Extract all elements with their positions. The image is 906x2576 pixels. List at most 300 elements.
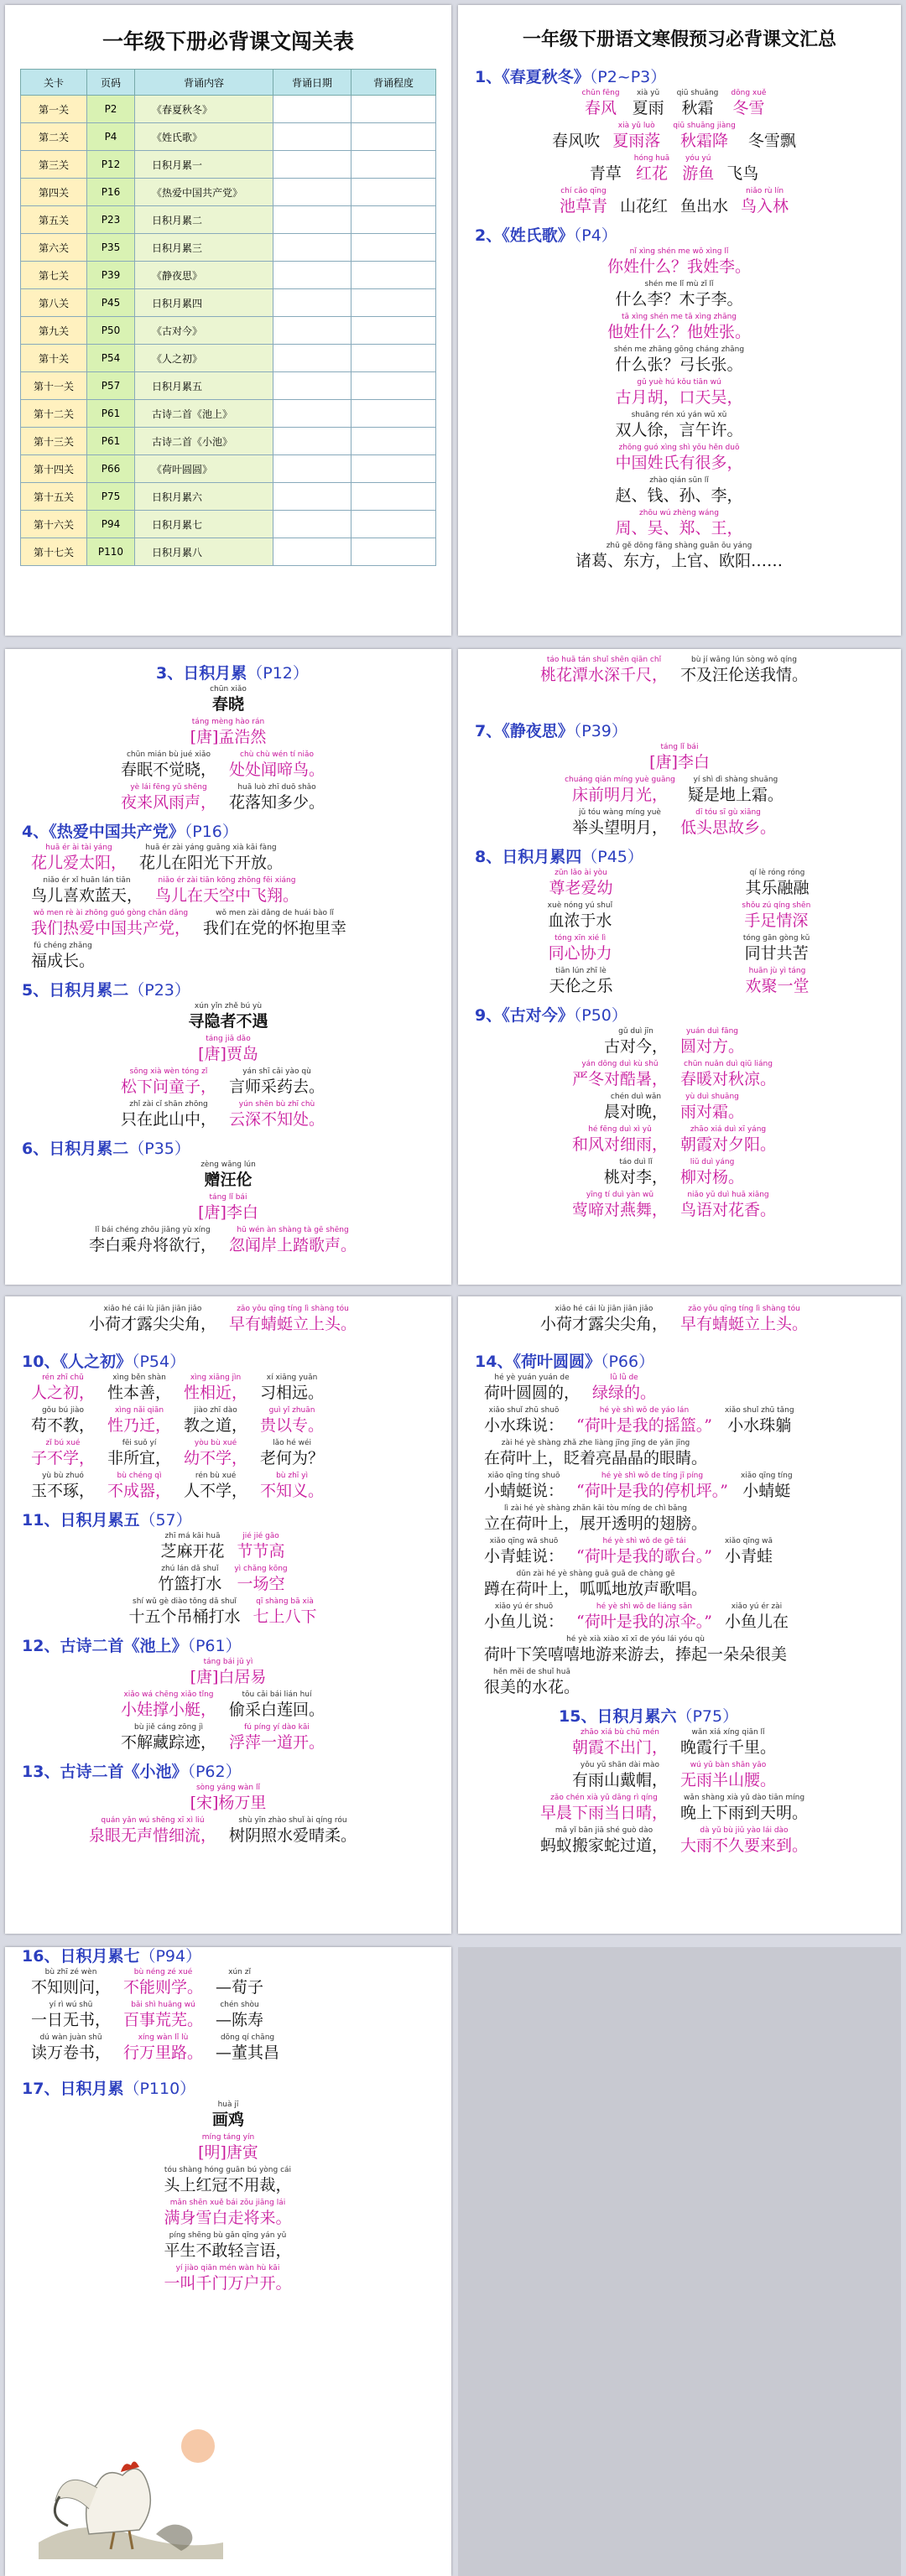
page-cell: P57	[87, 372, 135, 400]
text-line	[5, 876, 451, 906]
ruby-phrase	[31, 876, 143, 906]
hanzi: 满身雪白走将来。	[164, 2209, 292, 2227]
ruby-phrase	[725, 1406, 794, 1436]
pinyin: xiǎo qīng wā	[724, 1537, 773, 1545]
page-cell: P61	[87, 428, 135, 455]
hanzi: 不知义。	[260, 1482, 325, 1500]
blank-page	[458, 1947, 901, 2576]
section-heading: 4、《热爱中国共产党》（P16）	[22, 823, 238, 841]
date-cell	[273, 123, 351, 151]
ruby-phrase	[552, 122, 600, 151]
hanzi: 我们在党的怀抱里幸	[203, 919, 347, 937]
section-heading: 3、日积月累（P12）	[156, 664, 309, 683]
text-line	[458, 313, 901, 342]
ruby-phrase	[540, 1826, 668, 1856]
ruby-phrase	[184, 1472, 247, 1501]
table-row	[21, 96, 436, 123]
ruby-phrase	[31, 1406, 95, 1436]
pinyin: xíng wàn lǐ lù	[138, 2033, 189, 2042]
table-header-row	[21, 70, 436, 96]
ruby-phrase	[743, 934, 810, 963]
mastery-cell	[351, 206, 436, 234]
hanzi: 性乃迁，	[107, 1416, 172, 1435]
poem-author: [宋]杨万里	[190, 1794, 267, 1812]
text-line	[458, 280, 901, 309]
header-level-mastery: 背诵程度	[351, 70, 436, 96]
hanzi: 贵以专。	[260, 1416, 325, 1435]
mastery-cell	[351, 400, 436, 428]
hanzi: 小荷才露尖尖角，	[539, 1315, 668, 1333]
pinyin: shén me lǐ mù zǐ lǐ	[644, 280, 714, 288]
table-row	[21, 455, 436, 483]
date-cell	[273, 400, 351, 428]
page-cell: P23	[87, 206, 135, 234]
ruby-phrase	[540, 1794, 668, 1823]
level-cell: 第一关	[21, 96, 87, 123]
hanzi: 玉不琢，	[31, 1482, 96, 1500]
ruby-phrase	[614, 345, 744, 375]
ruby-phrase	[549, 967, 612, 996]
hanzi: 双人徐，言午许。	[615, 421, 743, 439]
ruby-phrase	[680, 1060, 776, 1089]
level-cell: 第十六关	[21, 511, 87, 538]
hanzi: 无雨半山腰。	[680, 1771, 777, 1789]
hanzi: 性相近，	[184, 1384, 248, 1402]
ruby-phrase	[680, 1826, 808, 1856]
poem-author: [唐]李白	[649, 753, 710, 771]
section-heading: 8、日积月累四（P45）	[475, 848, 643, 866]
hanzi: 诸葛、东方，上官、欧阳……	[575, 552, 783, 570]
pinyin: lì zài hé yè shàng zhǎn kāi tòu míng de chì bǎng	[504, 1504, 687, 1513]
section-heading: 9、《古对今》（P50）	[475, 1006, 627, 1025]
hanzi: 不成器，	[107, 1482, 172, 1500]
content-cell: 日积月累二	[135, 206, 273, 234]
ruby-phrase	[160, 1532, 224, 1561]
text-line	[458, 89, 901, 118]
text-line	[458, 901, 901, 931]
pinyin: yù bù zhuó	[42, 1472, 84, 1480]
ruby-phrase	[203, 909, 346, 938]
pinyin: yǒu yǔ shān dài mào	[580, 1761, 660, 1769]
hanzi: 柳对杨。	[680, 1168, 745, 1187]
hanzi: 大雨不久要来到。	[680, 1836, 809, 1855]
ruby-phrase	[234, 1565, 287, 1594]
text-line	[5, 2264, 451, 2293]
text-line	[5, 844, 451, 873]
pinyin: táo duì lǐ	[619, 1158, 653, 1166]
text-line	[458, 1635, 901, 1665]
poem-title: 春晓	[211, 695, 244, 714]
content-cell: 日积月累四	[135, 289, 273, 317]
date-cell	[273, 289, 351, 317]
text-line	[458, 1537, 901, 1566]
date-cell	[273, 206, 351, 234]
pinyin: chuáng qián míng yuè guāng	[565, 776, 675, 784]
ruby-phrase	[107, 1406, 171, 1436]
ruby-phrase	[229, 1100, 325, 1130]
poem-title: 赠汪伦	[204, 1171, 253, 1189]
pinyin: xià yǔ	[636, 89, 660, 97]
pinyin: rén bù xué	[195, 1472, 237, 1480]
pinyin: quán yǎn wú shēng xī xì liú	[101, 1816, 205, 1825]
pinyin: niǎo ér zài tiān kōng zhōng fēi xiáng	[158, 876, 296, 885]
hanzi: 严冬对酷暑，	[571, 1070, 668, 1088]
table-row	[21, 206, 436, 234]
pinyin: jié jié gāo	[242, 1532, 279, 1540]
pinyin: shén me zhāng gōng cháng zhāng	[613, 345, 745, 354]
ruby-phrase	[680, 1305, 808, 1334]
ruby-phrase	[540, 656, 668, 685]
hanzi: 秋霜	[681, 99, 714, 117]
pinyin: gǒu bú jiào	[41, 1406, 85, 1415]
hanzi: 头上红冠不用裁，	[164, 2176, 292, 2194]
pinyin: yè lái fēng yǔ shēng	[130, 783, 207, 792]
content-cell: 古诗二首《池上》	[135, 400, 273, 428]
pinyin: tōu cǎi bái lián huí	[242, 1690, 312, 1699]
ruby-phrase	[680, 1093, 744, 1122]
pinyin: xuè nóng yú shuǐ	[547, 901, 613, 910]
text-line	[458, 1093, 901, 1122]
section-heading: 7、《静夜思》（P39）	[475, 722, 627, 740]
ruby-phrase	[673, 122, 736, 151]
pinyin: zǐ bú xué	[45, 1439, 81, 1447]
date-cell	[273, 317, 351, 345]
ruby-phrase	[680, 808, 776, 838]
hanzi: 同甘共苦	[744, 944, 809, 963]
hanzi: 低头思故乡。	[680, 818, 777, 837]
pinyin: nǐ xìng shén me wǒ xìng lǐ	[629, 247, 729, 256]
pinyin: xìng běn shàn	[112, 1374, 166, 1382]
mastery-cell	[351, 345, 436, 372]
pinyin: bǎi shì huāng wú	[131, 2001, 195, 2009]
pinyin: bù néng zé xué	[133, 1968, 193, 1976]
pinyin: zūn lǎo ài yòu	[555, 869, 607, 877]
ruby-phrase	[680, 656, 808, 685]
ruby-phrase	[590, 154, 622, 184]
ruby-phrase	[572, 1761, 668, 1790]
level-cell: 第十五关	[21, 483, 87, 511]
ruby-phrase	[484, 1668, 580, 1697]
hanzi: 浮萍一道开。	[229, 1733, 325, 1752]
section-heading: 11、日积月累五（57）	[22, 1511, 192, 1530]
hanzi: 子不学，	[31, 1449, 96, 1467]
content-cell: 日积月累八	[135, 538, 273, 566]
hanzi: 福成长。	[31, 952, 96, 970]
text-line	[458, 1374, 901, 1403]
pinyin: yóu yú	[685, 154, 711, 163]
hanzi: 很美的水花。	[484, 1678, 581, 1696]
table-row	[21, 262, 436, 289]
ruby-phrase	[31, 942, 95, 971]
ruby-phrase	[680, 1027, 744, 1057]
hanzi: 莺啼对燕舞，	[571, 1201, 668, 1219]
hanzi: 床前明月光，	[571, 786, 668, 804]
pinyin: yí jiào qiān mén wàn hù kāi	[175, 2264, 280, 2272]
hanzi: 冬雪	[732, 99, 765, 117]
pinyin: zhāo xiá bù chū mén	[580, 1728, 659, 1737]
ruby-phrase	[216, 1968, 263, 1997]
pinyin: zhú lán dǎ shuǐ	[161, 1565, 219, 1573]
pinyin: hé yè xià xiào xī xī de yóu lái yóu qù	[566, 1635, 705, 1644]
text-line	[458, 1060, 901, 1089]
mastery-cell	[351, 455, 436, 483]
date-cell	[273, 151, 351, 179]
text-line	[458, 1668, 901, 1697]
mastery-cell	[351, 289, 436, 317]
table-row	[21, 538, 436, 566]
pinyin: yòu bù xué	[194, 1439, 237, 1447]
ruby-phrase	[633, 89, 664, 118]
hanzi: 血浓于水	[548, 911, 612, 930]
ruby-phrase	[572, 1060, 668, 1089]
hanzi: 人之初，	[31, 1384, 96, 1402]
date-cell	[273, 511, 351, 538]
ruby-phrase	[31, 844, 127, 873]
ruby-phrase	[121, 750, 216, 780]
summary-page-3: táo huā tán shuǐ shēn qiān chǐ 桃花潭水深千尺， bù jí wāng lún sòng wǒ qíng 不及汪伦送我情。 7、《静夜思》（P39） táng lǐ bái [唐]李白 chuáng qián míng yuè guāng 床前明月光， yí shì dì shàng shuāng 疑是地上霜。 jǔ tóu wàng míng yuè 举头望明月， dī tóu sī gù xiāng 低头思故乡。 8、日积月累四（P45） zūn lǎo ài yòu 尊老爱幼 qí lè róng róng 其乐融融 xuè nóng yú shuǐ 血浓于水 shǒu zú qíng shēn 手足情深 tóng xīn xié lì 同心协力 tóng gān gòng kǔ 同甘共苦 tiān lún zhī lè 天伦之乐 huān jù yì táng 欢聚一堂 9、《古对今》（P50） gǔ duì jīn 古对今， yuán duì fāng 圆对方。 yán dōng duì kù shǔ 严冬对酷暑， chūn nuǎn duì qiū liáng 春暖对秋凉。 chén duì wǎn 晨对晚， yù duì shuāng 雨对霜。 hé fēng duì xì yǔ 和风对细雨， zhāo xiá duì xī yáng 朝霞对夕阳。 táo duì lǐ 桃对李， liǔ duì yáng 柳对杨。 yīng tí duì yàn wǔ 莺啼对燕舞， niǎo yǔ duì huā xiāng 鸟语对花香。	[458, 649, 901, 1285]
ruby-phrase	[677, 89, 719, 118]
hanzi: 七上八下	[253, 1607, 317, 1626]
hanzi: 花儿在阳光下开放。	[139, 854, 284, 872]
header-date: 背诵日期	[273, 70, 351, 96]
hanzi: 红花	[635, 164, 668, 183]
text-line	[5, 1565, 451, 1594]
pinyin: fú píng yí dào kāi	[244, 1723, 310, 1732]
pinyin: chén duì wǎn	[610, 1093, 662, 1101]
ruby-phrase	[164, 2199, 291, 2228]
hanzi: 桃花潭水深千尺，	[539, 666, 668, 684]
hanzi: 泉眼无声惜细流，	[88, 1826, 216, 1845]
pinyin: gǔ yuè hú kǒu tiān wú	[637, 378, 721, 387]
pinyin: fēi suǒ yí	[122, 1439, 157, 1447]
pinyin: yún shēn bù zhī chù	[238, 1100, 315, 1109]
ruby-phrase	[572, 1125, 668, 1155]
ruby-phrase	[680, 187, 728, 216]
hanzi: 鸟儿在天空中飞翔。	[155, 886, 299, 905]
hanzi: 什么张？弓长张。	[615, 356, 743, 374]
hanzi: 夏雨	[632, 99, 664, 117]
pinyin: zhōu wú zhèng wáng	[639, 509, 719, 517]
pinyin: tóng gān gòng kǔ	[742, 934, 810, 943]
ruby-phrase	[680, 1728, 776, 1758]
summary-page-5	[458, 1296, 901, 1934]
hanzi: 我们热爱中国共产党，	[31, 919, 191, 937]
ruby-phrase	[164, 2264, 291, 2293]
ruby-phrase	[260, 1472, 324, 1501]
hanzi: 教之道，	[184, 1416, 248, 1435]
text-line	[5, 1374, 451, 1403]
text-line	[458, 1826, 901, 1856]
content-cell: 日积月累三	[135, 234, 273, 262]
ruby-phrase	[229, 1723, 325, 1753]
level-cell: 第六关	[21, 234, 87, 262]
level-cell: 第三关	[21, 151, 87, 179]
ruby-phrase	[680, 1125, 776, 1155]
hanzi: 晨对晚，	[603, 1103, 668, 1121]
hanzi: 树阴照水爱晴柔。	[229, 1826, 357, 1845]
ruby-phrase	[565, 776, 675, 805]
content-cell: 《姓氏歌》	[135, 123, 273, 151]
hanzi: 不解藏踪迹，	[120, 1733, 216, 1752]
pinyin: yīng tí duì yàn wǔ	[586, 1191, 654, 1199]
pinyin: huān jù yì táng	[748, 967, 806, 975]
pinyin: bù jí wāng lún sòng wǒ qíng	[691, 656, 797, 664]
table-row	[21, 372, 436, 400]
hanzi: 游鱼	[682, 164, 715, 183]
text-line	[458, 187, 901, 216]
hanzi: 同心协力	[548, 944, 612, 963]
hanzi: 言师采药去。	[229, 1078, 325, 1096]
table-row	[21, 289, 436, 317]
ruby-phrase	[560, 187, 607, 216]
page-cell: P12	[87, 151, 135, 179]
ruby-phrase	[688, 776, 784, 805]
hanzi: 手足情深	[744, 911, 809, 930]
pinyin: chí cǎo qīng	[560, 187, 607, 195]
pinyin: tā xìng shén me tā xìng zhāng	[621, 313, 737, 321]
ruby-phrase	[615, 444, 742, 473]
ruby-phrase	[615, 411, 742, 440]
pinyin: jiào zhī dào	[194, 1406, 237, 1415]
pinyin: wǒ men rè ài zhōng guó gòng chǎn dǎng	[33, 909, 189, 917]
pinyin: lǜ lǜ de	[610, 1374, 638, 1382]
content-cell: 《人之初》	[135, 345, 273, 372]
pinyin: zhāo xiá duì xī yáng	[690, 1125, 767, 1134]
text-line	[5, 2033, 451, 2063]
hanzi: 冬雪飘	[747, 132, 796, 150]
date-cell	[273, 428, 351, 455]
pinyin: zhī má kāi huā	[164, 1532, 221, 1540]
pinyin: xiǎo shuǐ zhū shuō	[488, 1406, 560, 1415]
pinyin: dōng xuě	[731, 89, 767, 97]
date-cell	[273, 372, 351, 400]
hanzi: —荀子	[216, 1978, 264, 1997]
pinyin: wú yǔ bàn shān yāo	[690, 1761, 767, 1769]
pinyin: xiǎo qīng tíng shuō	[487, 1472, 560, 1480]
text-line	[458, 542, 901, 571]
page-cell: P4	[87, 123, 135, 151]
hanzi: 一叫千门万户开。	[164, 2274, 292, 2293]
rooster-illustration	[30, 2417, 232, 2559]
pinyin: táo huā tán shuǐ shēn qiān chǐ	[546, 656, 662, 664]
hanzi: 小水珠躺	[727, 1416, 792, 1435]
level-cell: 第十关	[21, 345, 87, 372]
pinyin: xiǎo hé cái lù jiān jiān jiǎo	[555, 1305, 653, 1313]
hanzi: 鸟语对花香。	[680, 1201, 777, 1219]
hanzi: 春风吹	[552, 132, 601, 150]
hanzi: 小水珠说：	[484, 1416, 565, 1435]
pinyin: hóng huā	[633, 154, 670, 163]
header-content: 背诵内容	[135, 70, 273, 96]
text-line	[5, 1305, 451, 1334]
text-line	[5, 909, 451, 938]
ruby-phrase	[484, 1635, 787, 1665]
ruby-phrase	[741, 187, 789, 216]
hanzi: 人不学，	[184, 1482, 248, 1500]
ruby-phrase	[484, 1472, 564, 1501]
pinyin: huā ér zài yáng guāng xià kāi fàng	[145, 844, 277, 852]
hanzi: 苟不教，	[31, 1416, 96, 1435]
poem-author: [明]唐寅	[198, 2143, 258, 2162]
table-title: 一年级下册必背课文闯关表	[102, 29, 354, 54]
hanzi: 花儿爱太阳，	[31, 854, 128, 872]
ruby-phrase	[128, 1597, 240, 1627]
ruby-phrase	[576, 1537, 712, 1566]
ruby-phrase	[123, 2033, 203, 2063]
pinyin: zhōng guó xìng shì yǒu hěn duō	[618, 444, 740, 452]
ruby-phrase	[592, 1374, 656, 1403]
pinyin: wǎn xiá xíng qiān lǐ	[691, 1728, 765, 1737]
text-line	[5, 1100, 451, 1130]
pinyin: yán shī cǎi yào qù	[242, 1067, 311, 1076]
ruby-phrase	[107, 1439, 171, 1468]
pinyin: mǎn shēn xuě bái zǒu jiāng lái	[169, 2199, 286, 2207]
pinyin: zhū gě dōng fāng shàng guān ōu yáng	[606, 542, 752, 550]
ruby-phrase	[484, 1406, 564, 1436]
summary-page-1	[458, 5, 901, 636]
section-heading: 13、古诗二首《小池》（P62）	[22, 1763, 242, 1781]
date-cell	[273, 96, 351, 123]
section-heading: 16、日积月累七（P94）	[22, 1947, 202, 1966]
mastery-cell	[351, 483, 436, 511]
level-cell: 第四关	[21, 179, 87, 206]
pinyin: xìng nǎi qiān	[114, 1406, 164, 1415]
ruby-phrase	[620, 187, 668, 216]
ruby-phrase	[741, 1472, 793, 1501]
pinyin: gǔ duì jīn	[618, 1027, 653, 1036]
pinyin: hé yè shì wǒ de liáng sǎn	[596, 1602, 693, 1611]
pinyin: xiǎo yú ér zài	[731, 1602, 783, 1611]
pinyin: hé yè shì wǒ de yáo lán	[599, 1406, 690, 1415]
hanzi: 李白乘舟将欲行，	[88, 1236, 216, 1254]
level-cell: 第二关	[21, 123, 87, 151]
pinyin: niǎo yǔ duì huā xiāng	[687, 1191, 769, 1199]
ruby-phrase	[607, 247, 751, 277]
text-line	[458, 1504, 901, 1534]
hanzi: 在荷叶上，眨着亮晶晶的眼睛。	[484, 1449, 708, 1467]
pinyin: yí shì dì shàng shuāng	[693, 776, 778, 784]
ruby-phrase	[107, 1472, 171, 1501]
pinyin: zhào qián sūn lǐ	[649, 476, 709, 485]
hanzi: 荷叶圆圆的，	[484, 1384, 581, 1402]
text-line	[458, 1602, 901, 1632]
ruby-phrase	[731, 89, 766, 118]
ruby-phrase	[484, 1504, 707, 1534]
text-line	[458, 808, 901, 838]
ruby-phrase	[748, 122, 796, 151]
pinyin: xí xiāng yuǎn	[266, 1374, 318, 1382]
pinyin: hěn měi de shuǐ huā	[493, 1668, 570, 1676]
ruby-phrase	[725, 1602, 789, 1632]
content-cell: 日积月累六	[135, 483, 273, 511]
ruby-phrase	[229, 750, 325, 780]
mastery-cell	[351, 151, 436, 179]
ruby-phrase	[604, 1158, 668, 1187]
ruby-phrase	[237, 1532, 285, 1561]
pinyin: xiǎo qīng wā shuō	[489, 1537, 559, 1545]
ruby-phrase	[634, 154, 669, 184]
hanzi: 芝麻开花	[160, 1542, 225, 1561]
ruby-phrase	[121, 1723, 216, 1753]
page-cell: P61	[87, 400, 135, 428]
recitation-table	[20, 69, 436, 566]
pinyin: wǎn shàng xià yǔ dào tiān míng	[683, 1794, 805, 1802]
pinyin: xiǎo qīng tíng	[740, 1472, 793, 1480]
mastery-cell	[351, 317, 436, 345]
pinyin: zǎo yǒu qīng tíng lì shàng tóu	[237, 1305, 349, 1313]
pinyin: xiǎo yú ér shuō	[494, 1602, 554, 1611]
pinyin: guì yǐ zhuān	[268, 1406, 315, 1415]
